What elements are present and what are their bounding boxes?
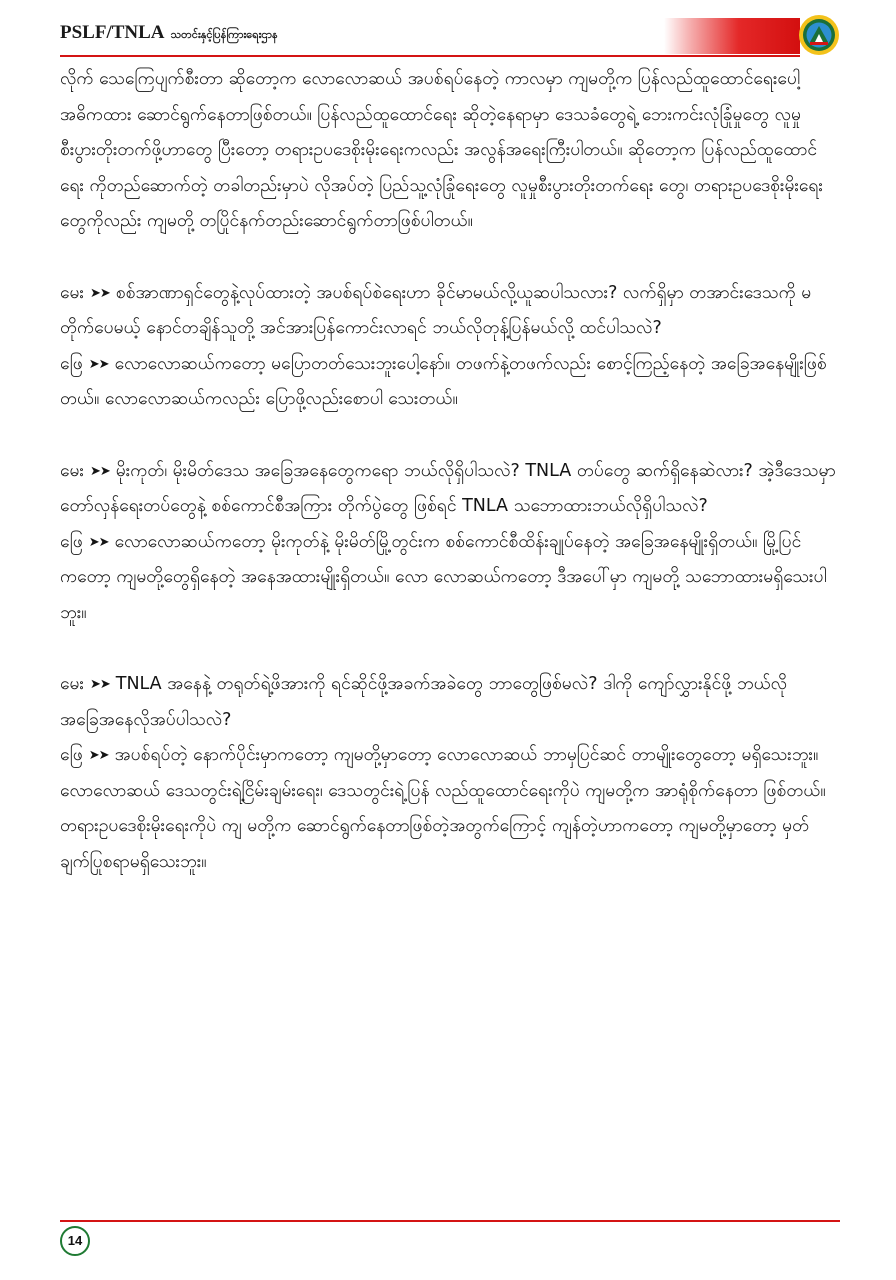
spacer	[60, 240, 840, 276]
answer-text: လောလောဆယ်ကတော့ မပြောတတ်သေးဘူးပေါ့နော်။ တဖက်နဲ့တဖက်လည်း စောင့်ကြည့်နေတဲ့ အခြေအနေမျိုးဖြစ်တယ်။ လောလောဆယ်ကလည်း ပြောဖို့လည်းစောပါ သေးတယ်။	[60, 353, 827, 409]
arrow-marker: ➤➤	[88, 748, 109, 763]
arrow-marker: ➤➤	[89, 677, 110, 692]
arrow-marker: ➤➤	[88, 356, 109, 372]
question-text: TNLA အနေနဲ့ တရုတ်ရဲ့ဖိအားကို ရင်ဆိုင်ဖို့အခက်အခဲတွေ ဘာတွေဖြစ်မလဲ? ဒါကို ကျော်လွှားနိုင်ဖို့ ဘယ်လိုအခြေအနေလိုအပ်ပါသလဲ?	[60, 674, 788, 730]
question-1	[60, 276, 840, 347]
page-number: 14	[60, 1226, 90, 1256]
header-department: သတင်းနှင့်ပြန်ကြားရေးဌာန	[170, 28, 278, 41]
header-org: PSLF/TNLA	[60, 22, 165, 43]
question-2	[60, 454, 840, 525]
article-body	[60, 62, 840, 880]
spacer	[60, 418, 840, 454]
footer-divider	[60, 1220, 840, 1222]
arrow-marker: ➤➤	[88, 534, 109, 550]
spacer	[60, 631, 840, 667]
answer-2	[60, 525, 840, 632]
header-accent-bar	[664, 18, 800, 54]
question-label: မေး	[60, 674, 84, 694]
header-divider	[60, 55, 800, 57]
answer-label: ဖြေ	[60, 353, 83, 374]
answer-label: ဖြေ	[60, 531, 83, 552]
arrow-marker: ➤➤	[89, 463, 110, 479]
answer-3	[60, 738, 840, 880]
question-label: မေး	[60, 282, 84, 303]
intro-paragraph: လိုက် သေကြေပျက်စီးတာ ဆိုတော့က လောလောဆယ် အပစ်ရပ်နေတဲ့ ကာလမှာ ကျမတို့က ပြန်လည်ထူထောင်ရေးပေါ့ အဓိကထား ဆောင်ရွက်နေတာဖြစ်တယ်။ ပြန်လည်ထူထောင်ရေး ဆိုတဲ့နေရာမှာ ဒေသခံတွေရဲ့ ဘေးကင်းလုံခြုံမှုတွေ လူမှုစီးပွားတိုးတက်ဖို့ဟာတွေ ပြီးတော့ တရားဥပဒေစိုးမိုးရေးကလည်း အလွန်အရေးကြီးပါတယ်။ ဆိုတော့က ပြန်လည်ထူထောင်ရေး ကိုတည်ဆောက်တဲ့ တခါတည်းမှာပဲ လိုအပ်တဲ့ ပြည်သူ့လုံခြုံရေးတွေ လူမှုစီးပွားတိုးတက်ရေး တွေ၊ တရားဥပဒေစိုးမိုးရေးတွေကိုလည်း ကျမတို့ တပြိုင်နက်တည်းဆောင်ရွက်တာဖြစ်ပါတယ်။	[60, 69, 823, 231]
question-text: မိုးကုတ်၊ မိုးမိတ်ဒေသ အခြေအနေတွေကရော ဘယ်လိုရှိပါသလဲ? TNLA တပ်တွေ ဆက်ရှိနေဆဲလား? အဲ့ဒီဒေသမှာ တော်လှန်ရေးတပ်တွေနဲ့ စစ်ကောင်စီအကြား တိုက်ပွဲတွေ ဖြစ်ရင် TNLA သဘောထားဘယ်လိုရှိပါသလဲ?	[60, 460, 836, 516]
question-text: စစ်အာဏာရှင်တွေနဲ့လုပ်ထားတဲ့ အပစ်ရပ်စဲရေးဟာ ခိုင်မာမယ်လို့ယူဆပါသလား? လက်ရှိမှာ တအာင်းဒေသကို မတိုက်ပေမယ့် နောင်တချိန်သူတို့ အင်အားပြန်ကောင်းလာရင် ဘယ်လိုတုန့်ပြန်မယ်လို့ ထင်ပါသလဲ?	[60, 282, 812, 338]
header-title	[60, 22, 278, 44]
arrow-marker: ➤➤	[89, 285, 110, 301]
answer-1	[60, 347, 840, 418]
question-label: မေး	[60, 460, 84, 481]
answer-text: အပစ်ရပ်တဲ့ နောက်ပိုင်းမှာကတော့ ကျမတို့မှာတော့ လောလောဆယ် ဘာမှပြင်ဆင် တာမျိုးတွေတော့ မရှိသေးဘူး။ လောလောဆယ် ဒေသတွင်းရဲ့ငြိမ်းချမ်းရေး၊ ဒေသတွင်းရဲ့ပြန် လည်ထူထောင်ရေးကိုပဲ ကျမတို့က အာရုံစိုက်နေတာ ဖြစ်တယ်။ တရားဥပဒေစိုးမိုးရေးကိုပဲ ကျ မတို့က ဆောင်ရွက်နေတာဖြစ်တဲ့အတွက်ကြောင့် ကျန်တဲ့ဟာကတော့ ကျမတို့မှာတော့ မှတ် ချက်ပြုစရာမရှိသေးဘူး။	[60, 745, 826, 872]
organization-emblem-icon	[798, 14, 840, 56]
page-header	[0, 0, 896, 62]
answer-text: လောလောဆယ်ကတော့ မိုးကုတ်နဲ့ မိုးမိတ်မြို့တွင်းက စစ်ကောင်စီထိန်းချုပ်နေတဲ့ အခြေအနေမျိုးရှိတယ်။ မြို့ပြင်ကတော့ ကျမတို့တွေရှိနေတဲ့ အနေအထားမျိုးရှိတယ်။ လော လောဆယ်ကတော့ ဒီအပေါ်မှာ ကျမတို့ သဘောထားမရှိသေးပါဘူး။	[60, 531, 827, 623]
answer-label: ဖြေ	[60, 745, 83, 765]
question-3	[60, 667, 840, 738]
